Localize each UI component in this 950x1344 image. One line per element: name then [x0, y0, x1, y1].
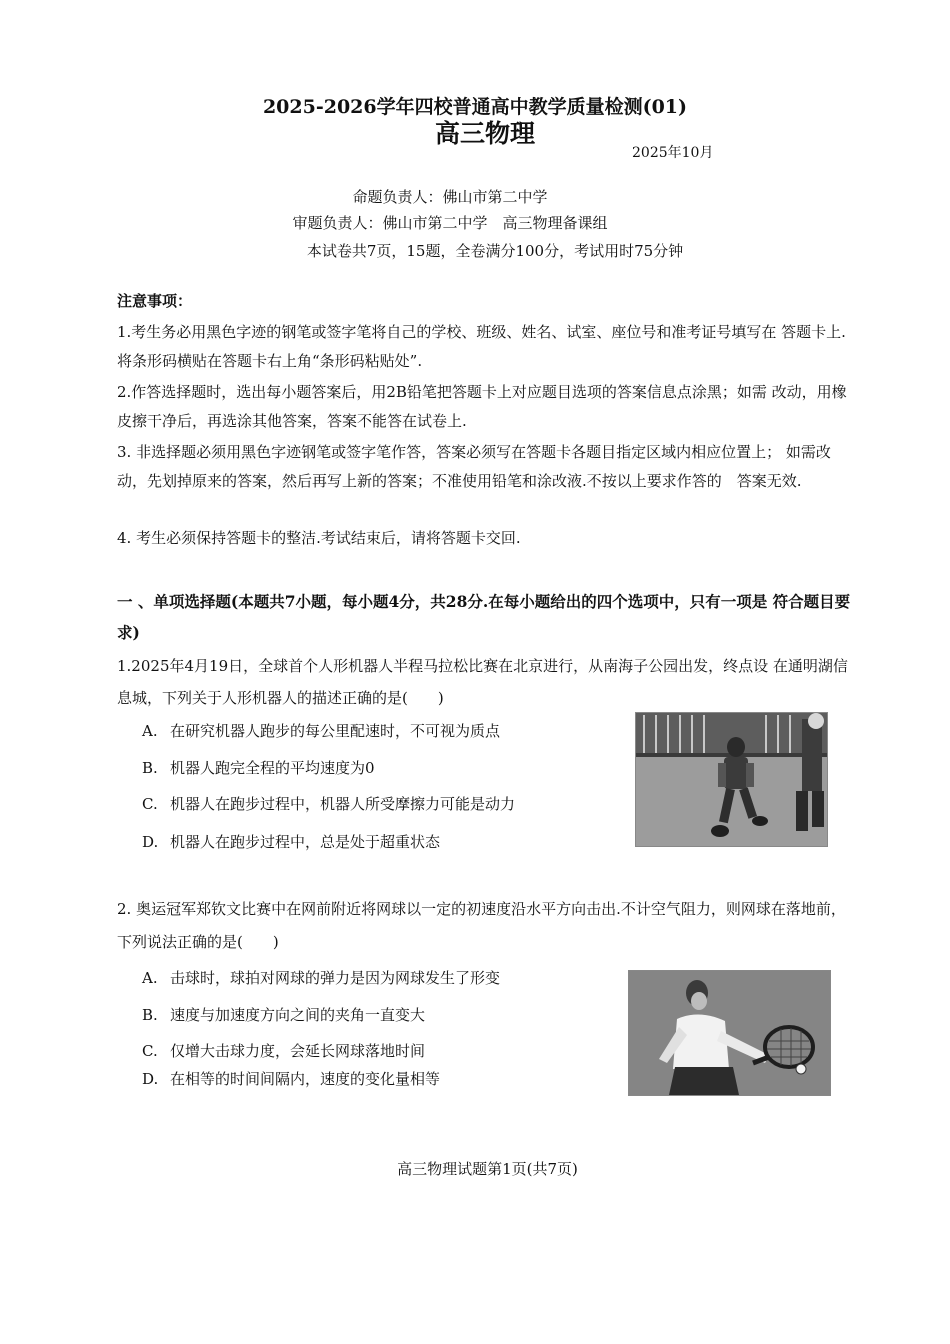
- question-1-option-d[interactable]: [142, 831, 440, 852]
- question-1-option-b[interactable]: [142, 757, 375, 778]
- question-2-stem: 2. 奥运冠军郑钦文比赛中在网前附近将网球以一定的初速度沿水平方向击出.不计空气阻力，则网球在落地前，下列说法正确的是( ): [117, 900, 846, 951]
- option-letter: A.: [142, 722, 158, 740]
- exam-date: 2025年10月: [632, 145, 714, 161]
- option-letter: B.: [142, 1006, 158, 1024]
- question-1-stem: 1.2025年4月19日，全球首个人形机器人半程马拉松比赛在北京进行，从南海子公园出发，终点设 在通明湖信息城，下列关于人形机器人的描述正确的是( ): [117, 657, 848, 707]
- notice-item-3: 3. 非选择题必须用黑色字迹钢笔或签字笔作答，答案必须写在答题卡各题目指定区域内相应位置上； 如需改动，先划掉原来的答案，然后再写上新的答案；不准使用铅笔和涂改液.不按以上要求作答的 答案无效.: [117, 443, 831, 490]
- tennis-photo: [628, 970, 831, 1096]
- question-1-option-a[interactable]: [142, 720, 500, 741]
- section-heading: 一 、单项选择题(本题共7小题，每小题4分，共28分.在每小题给出的四个选项中，只有一项是 符合题目要求): [117, 592, 851, 642]
- option-letter: D.: [142, 833, 159, 851]
- option-text: 速度与加速度方向之间的夹角一直变大: [170, 1006, 426, 1024]
- notice-title: 注意事项：: [117, 292, 193, 310]
- option-text: 在相等的时间间隔内，速度的变化量相等: [170, 1070, 441, 1088]
- notice-item-2: 2.作答选择题时，选出每小题答案后，用2B铅笔把答题卡上对应题目选项的答案信息点涂黑；如需 改动，用橡皮擦干净后，再选涂其他答案，答案不能答在试卷上.: [117, 383, 847, 430]
- exam-info: 本试卷共7页，15题，全卷满分100分，考试用时75分钟: [306, 242, 684, 260]
- question-1-option-c[interactable]: [142, 793, 515, 814]
- option-text: 在研究机器人跑步的每公里配速时，不可视为质点: [170, 722, 501, 740]
- reviewer-line: 审题负责人：佛山市第二中学 高三物理备课组: [292, 214, 608, 232]
- option-letter: C.: [142, 1042, 158, 1060]
- option-letter: B.: [142, 759, 158, 777]
- option-text: 仅增大击球力度，会延长网球落地时间: [170, 1042, 426, 1060]
- author-line: 命题负责人：佛山市第二中学: [352, 188, 548, 206]
- robot-running-image: [636, 713, 827, 846]
- notice-item-4: 4. 考生必须保持答题卡的整洁.考试结束后，请将答题卡交回.: [117, 529, 521, 547]
- question-2-option-d[interactable]: [142, 1068, 440, 1089]
- option-letter: D.: [142, 1070, 159, 1088]
- question-2-option-c[interactable]: [142, 1040, 425, 1061]
- option-text: 机器人跑完全程的平均速度为0: [170, 759, 375, 777]
- exam-title: 2025-2026学年四校普通高中教学质量检测(01): [262, 96, 688, 118]
- page-footer: 高三物理试题第1页(共7页): [397, 1160, 578, 1178]
- question-2-option-b[interactable]: [142, 1004, 425, 1025]
- option-letter: C.: [142, 795, 158, 813]
- question-2-option-a[interactable]: [142, 967, 500, 988]
- subject-title: 高三物理: [434, 119, 535, 148]
- option-text: 击球时，球拍对网球的弹力是因为网球发生了形变: [170, 969, 501, 987]
- notice-item-1: 1.考生务必用黑色字迹的钢笔或签字笔将自己的学校、班级、姓名、试室、座位号和准考证号填写在 答题卡上.将条形码横贴在答题卡右上角“条形码粘贴处”.: [117, 323, 846, 370]
- tennis-player-image: [629, 971, 830, 1095]
- option-letter: A.: [142, 969, 158, 987]
- option-text: 机器人在跑步过程中，机器人所受摩擦力可能是动力: [170, 795, 516, 813]
- option-text: 机器人在跑步过程中，总是处于超重状态: [170, 833, 441, 851]
- robot-photo: [635, 712, 828, 847]
